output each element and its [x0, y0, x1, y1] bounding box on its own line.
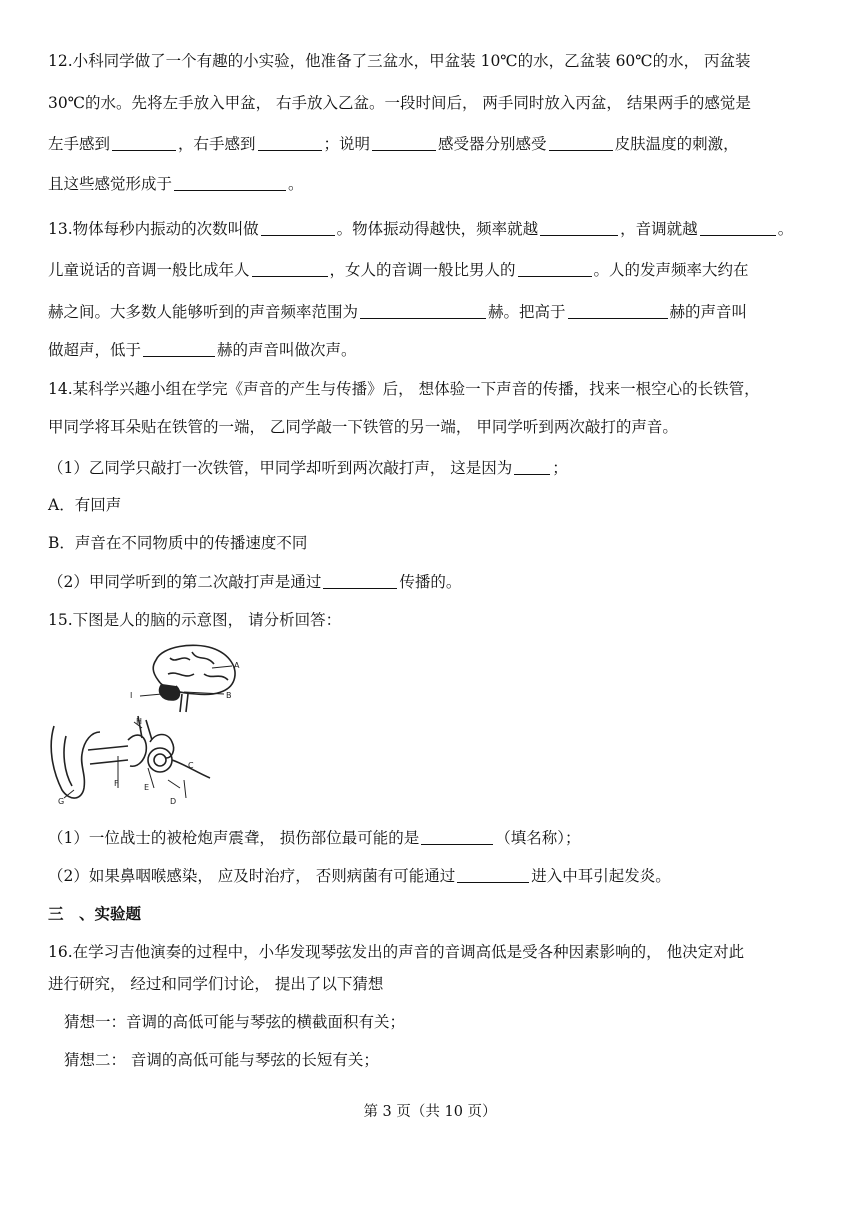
q12-text: ，右手感到 [178, 135, 256, 153]
option-b: B．声音在不同物质中的传播速度不同 [48, 534, 308, 552]
q12-line-3 [48, 134, 739, 154]
label-c: C [188, 761, 194, 770]
label-f: F [114, 779, 119, 788]
q13-text: 赫的声音叫 [669, 303, 748, 321]
q12-line-2: 30℃的水。先将左手放入甲盆， 右手放入乙盆。一段时间后， 两手同时放入丙盆， 结果两手的感觉是 [48, 94, 751, 112]
q13-text: 。人的发声频率大约在 [593, 261, 749, 279]
answer-blank[interactable] [700, 220, 776, 236]
label-d: D [170, 797, 177, 806]
q15-sub-2 [48, 866, 671, 886]
answer-blank[interactable] [372, 135, 436, 151]
answer-blank[interactable] [258, 135, 322, 151]
q15-sub-1 [48, 828, 581, 848]
label-e: E [144, 783, 150, 792]
page-footer: 第 3 页（共 10 页） [363, 1104, 497, 1120]
q15-text: （填名称）； [495, 829, 581, 847]
answer-blank[interactable] [360, 303, 486, 319]
answer-blank[interactable] [252, 261, 328, 277]
q14-line-2: 甲同学将耳朵贴在铁管的一端， 乙同学敲一下铁管的另一端， 甲同学听到两次敲打的声音。 [48, 418, 678, 436]
label-i: I [130, 691, 133, 700]
answer-blank[interactable] [518, 261, 592, 277]
answer-blank[interactable] [457, 867, 529, 883]
option-a: A．有回声 [48, 496, 122, 514]
q15-text: （2）如果鼻咽喉感染， 应及时治疗， 否则病菌有可能通过 [48, 867, 456, 885]
guess-2: 猜想二： 音调的高低可能与琴弦的长短有关； [64, 1051, 379, 1069]
answer-blank[interactable] [112, 135, 176, 151]
q13-text: 。 [777, 220, 794, 238]
q13-text: 赫的声音叫做次声。 [217, 341, 357, 359]
q14-text: （1）乙同学只敲打一次铁管，甲同学却听到两次敲打声， 这是因为 [48, 459, 513, 477]
q13-line-2 [48, 260, 749, 280]
label-g: G [58, 797, 65, 806]
q12-text: 且这些感觉形成于 [48, 175, 173, 193]
q16-line-1: 16.在学习吉他演奏的过程中，小华发现琴弦发出的声音的音调高低是受各种因素影响的， 他决定对此 [48, 943, 745, 961]
q16-line-2: 进行研究， 经过和同学们讨论， 提出了以下猜想 [48, 975, 384, 993]
answer-blank[interactable] [261, 220, 335, 236]
q13-text: 做超声，低于 [48, 341, 142, 359]
answer-blank[interactable] [540, 220, 618, 236]
q12-text: 左手感到 [48, 135, 111, 153]
label-b: B [226, 691, 232, 700]
label-h: H [136, 717, 143, 726]
q13-text: ，音调就越 [620, 220, 698, 238]
label-a: A [234, 661, 240, 670]
guess-1: 猜想一：音调的高低可能与琴弦的横截面积有关； [64, 1013, 406, 1031]
q12-text: 皮肤温度的刺激， [614, 135, 739, 153]
answer-blank[interactable] [549, 135, 613, 151]
brain-ear-diagram [44, 640, 250, 808]
section-heading: 三 、实验题 [48, 905, 142, 923]
q14-sub-2 [48, 572, 461, 592]
q13-text: 。物体振动得越快，频率就越 [336, 220, 539, 238]
q13-text: 13.物体每秒内振动的次数叫做 [48, 220, 259, 238]
q13-text: 赫。把高于 [488, 303, 566, 321]
q12-text: 感受器分别感受 [438, 135, 547, 153]
q13-line-3 [48, 302, 747, 322]
q12-line-4 [48, 174, 304, 194]
q12-text: ；说明 [323, 135, 371, 153]
q15-text: （1）一位战士的被枪炮声震聋， 损伤部位最可能的是 [48, 829, 420, 847]
q15-line-1: 15.下图是人的脑的示意图， 请分析回答： [48, 611, 342, 629]
q12-line-1: 12.小科同学做了一个有趣的小实验，他准备了三盆水，甲盆装 10℃的水，乙盆装 60℃的水， 丙盆装 [48, 52, 751, 70]
q13-line-1 [48, 219, 793, 239]
q13-text: ，女人的音调一般比男人的 [329, 261, 516, 279]
q12-text: 。 [288, 175, 304, 193]
q14-text: ； [552, 459, 568, 477]
answer-blank[interactable] [421, 829, 493, 845]
q13-text: 儿童说话的音调一般比成年人 [48, 261, 250, 279]
q13-text: 赫之间。大多数人能够听到的声音频率范围为 [48, 303, 359, 321]
answer-blank[interactable] [323, 573, 397, 589]
answer-blank[interactable] [568, 303, 668, 319]
answer-blank[interactable] [514, 459, 550, 475]
q14-text: （2）甲同学听到的第二次敲打声是通过 [48, 573, 322, 591]
q13-line-4 [48, 340, 357, 360]
answer-blank[interactable] [143, 341, 215, 357]
q14-text: 传播的。 [399, 573, 462, 591]
q14-sub-1 [48, 458, 568, 478]
q14-line-1: 14.某科学兴趣小组在学完《声音的产生与传播》后， 想体验一下声音的传播，找来一根空心的长铁管， [48, 380, 760, 398]
answer-blank[interactable] [174, 175, 286, 191]
q15-text: 进入中耳引起发炎。 [531, 867, 671, 885]
